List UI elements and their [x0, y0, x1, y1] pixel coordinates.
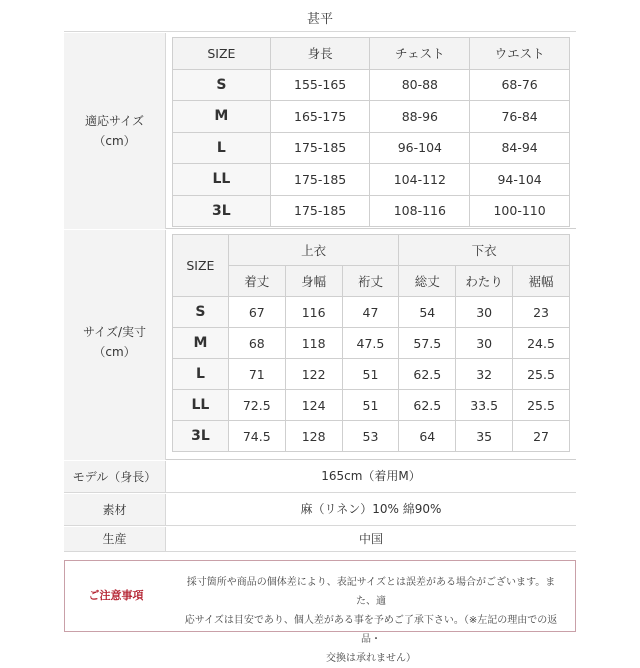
size-cell: S [173, 69, 271, 101]
table-cell: 84-94 [470, 132, 570, 164]
model-label: モデル（身長） [72, 470, 157, 484]
material-label: 素材 [102, 503, 127, 517]
notice-line: 採寸箇所や商品の個体差により、表記サイズとは誤差がある場合がございます。また、適 [186, 577, 556, 607]
fit-size-table [172, 37, 570, 227]
title-row [64, 0, 576, 32]
table-cell: 80-88 [370, 69, 470, 101]
header-hem: 裾幅 [513, 266, 570, 297]
measurements-label: サイズ/実寸 [82, 325, 147, 339]
table-cell: 175-185 [270, 164, 370, 196]
notice-label: ご注意事項 [88, 589, 144, 602]
header-sleeve: 裄丈 [342, 266, 399, 297]
table-cell: 68-76 [470, 69, 570, 101]
table-cell: 122 [285, 359, 342, 390]
table-cell: 30 [456, 328, 513, 359]
table-cell: 175-185 [270, 132, 370, 164]
table-cell: 47.5 [342, 328, 399, 359]
table-cell: 88-96 [370, 101, 470, 133]
header-bottom-garment: 下衣 [399, 235, 570, 266]
table-cell: 100-110 [470, 195, 570, 227]
table-row [173, 195, 570, 227]
table-cell: 62.5 [399, 359, 456, 390]
table-cell: 96-104 [370, 132, 470, 164]
table-cell: 72.5 [228, 390, 285, 421]
table-cell: 74.5 [228, 421, 285, 452]
notice-line: 応サイズは目安であり、個人差がある事を予めご了承下さい。（※左記の理由での返品・ [184, 615, 558, 645]
header-size: SIZE [173, 235, 229, 297]
table-cell: 68 [228, 328, 285, 359]
header-waist: ウエスト [470, 38, 570, 70]
material-value: 麻（リネン）10% 綿90% [300, 502, 442, 516]
table-cell: 62.5 [399, 390, 456, 421]
table-cell: 23 [513, 297, 570, 328]
table-subheader-row [173, 266, 570, 297]
header-width: 身幅 [285, 266, 342, 297]
table-cell: 76-84 [470, 101, 570, 133]
measurements-table [172, 234, 570, 452]
header-chest: チェスト [370, 38, 470, 70]
size-cell: 3L [173, 195, 271, 227]
size-cell: LL [173, 164, 271, 196]
table-cell: 57.5 [399, 328, 456, 359]
fit-size-label: 適応サイズ [84, 114, 145, 128]
table-row [173, 328, 570, 359]
table-row [173, 297, 570, 328]
table-cell: 124 [285, 390, 342, 421]
notice-line: 交換は承れません） [326, 653, 416, 664]
table-row [173, 359, 570, 390]
table-cell: 175-185 [270, 195, 370, 227]
table-cell: 32 [456, 359, 513, 390]
table-cell: 108-116 [370, 195, 470, 227]
model-row [64, 461, 576, 493]
table-cell: 118 [285, 328, 342, 359]
table-cell: 24.5 [513, 328, 570, 359]
material-row [64, 494, 576, 526]
size-cell: M [173, 328, 229, 359]
table-cell: 25.5 [513, 359, 570, 390]
table-cell: 51 [342, 359, 399, 390]
table-cell: 64 [399, 421, 456, 452]
table-cell: 71 [228, 359, 285, 390]
table-row [173, 101, 570, 133]
table-cell: 27 [513, 421, 570, 452]
size-cell: M [173, 101, 271, 133]
origin-label-cell [64, 527, 166, 551]
notice-box [64, 560, 576, 664]
header-size: SIZE [173, 38, 271, 70]
table-row [173, 390, 570, 421]
table-cell: 30 [456, 297, 513, 328]
notice-text [177, 573, 565, 668]
model-label-cell [64, 461, 166, 492]
table-cell: 116 [285, 297, 342, 328]
header-length: 着丈 [228, 266, 285, 297]
table-cell: 47 [342, 297, 399, 328]
header-thigh: わたり [456, 266, 513, 297]
measurements-label-cell [64, 230, 166, 460]
origin-label: 生産 [102, 532, 127, 546]
table-cell: 25.5 [513, 390, 570, 421]
table-row [173, 164, 570, 196]
size-cell: L [173, 132, 271, 164]
table-cell: 35 [456, 421, 513, 452]
table-row [173, 69, 570, 101]
table-cell: 165-175 [270, 101, 370, 133]
origin-row [64, 527, 576, 552]
size-cell: L [173, 359, 229, 390]
table-cell: 155-165 [270, 69, 370, 101]
header-top-garment: 上衣 [228, 235, 399, 266]
table-cell: 54 [399, 297, 456, 328]
table-cell: 33.5 [456, 390, 513, 421]
size-cell: LL [173, 390, 229, 421]
fit-size-unit: （cm） [93, 134, 136, 148]
table-cell: 53 [342, 421, 399, 452]
material-label-cell [64, 494, 166, 525]
model-value: 165cm（着用M） [321, 469, 421, 483]
table-header-row [173, 38, 570, 70]
header-total-length: 総丈 [399, 266, 456, 297]
table-header-row [173, 235, 570, 266]
table-cell: 128 [285, 421, 342, 452]
table-row [173, 132, 570, 164]
table-cell: 94-104 [470, 164, 570, 196]
table-row [173, 421, 570, 452]
origin-value: 中国 [358, 532, 383, 546]
table-cell: 104-112 [370, 164, 470, 196]
size-cell: 3L [173, 421, 229, 452]
header-height: 身長 [270, 38, 370, 70]
table-cell: 51 [342, 390, 399, 421]
size-cell: S [173, 297, 229, 328]
page-title: 甚平 [306, 12, 333, 27]
measurements-unit: （cm） [93, 345, 136, 359]
fit-size-label-cell [64, 33, 166, 229]
table-cell: 67 [228, 297, 285, 328]
